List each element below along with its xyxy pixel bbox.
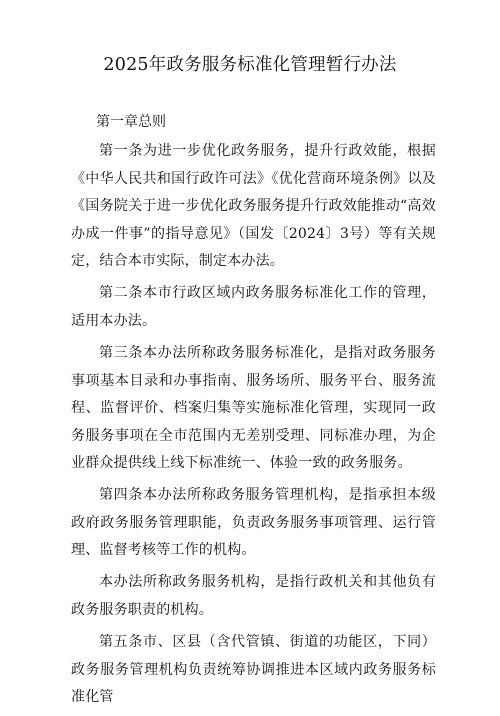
paragraph-article-1: 第一条为进一步优化政务服务，提升行政效能，根据《中华人民共和国行政许可法》《优化营商环境条例》以及《国务院关于进一步优化政务服务提升行政效能推动“高效办成一件事”的指导意见》（国发〔2024〕3号）等有关规定，结合本市实际，制定本办法。 [71,143,436,270]
paragraph-article-4: 第四条本办法所称政务服务管理机构，是指承担本级政府政务服务管理职能，负责政务服务事项管理、运行管理、监督考核等工作的机构。 [71,487,436,559]
paragraph-article-5: 第五条市、区县（含代管镇、街道的功能区，下同）政务服务管理机构负责统筹协调推进本区域内政务服务标准化管 [71,634,436,706]
paragraph-article-4-supplement: 本办法所称政务服务机构，是指行政机关和其他负有政务服务职责的机构。 [71,574,436,619]
paragraph-article-3: 第三条本办法所称政务服务标准化，是指对政务服务事项基本目录和办事指南、服务场所、服务平台、服务流程、监督评价、档案归集等实施标准化管理，实现同一政务服务事项在全市范围内无差别受理、同标准办理，为企业群众提供线上线下标准统一、体验一致的政务服务。 [71,344,436,472]
document-title: 2025年政务服务标准化管理暂行办法 [103,55,397,75]
chapter-heading: 第一章总则 [96,114,166,130]
document-body [71,138,436,716]
paragraph-article-2: 第二条本市行政区域内政务服务标准化工作的管理，适用本办法。 [71,285,436,329]
